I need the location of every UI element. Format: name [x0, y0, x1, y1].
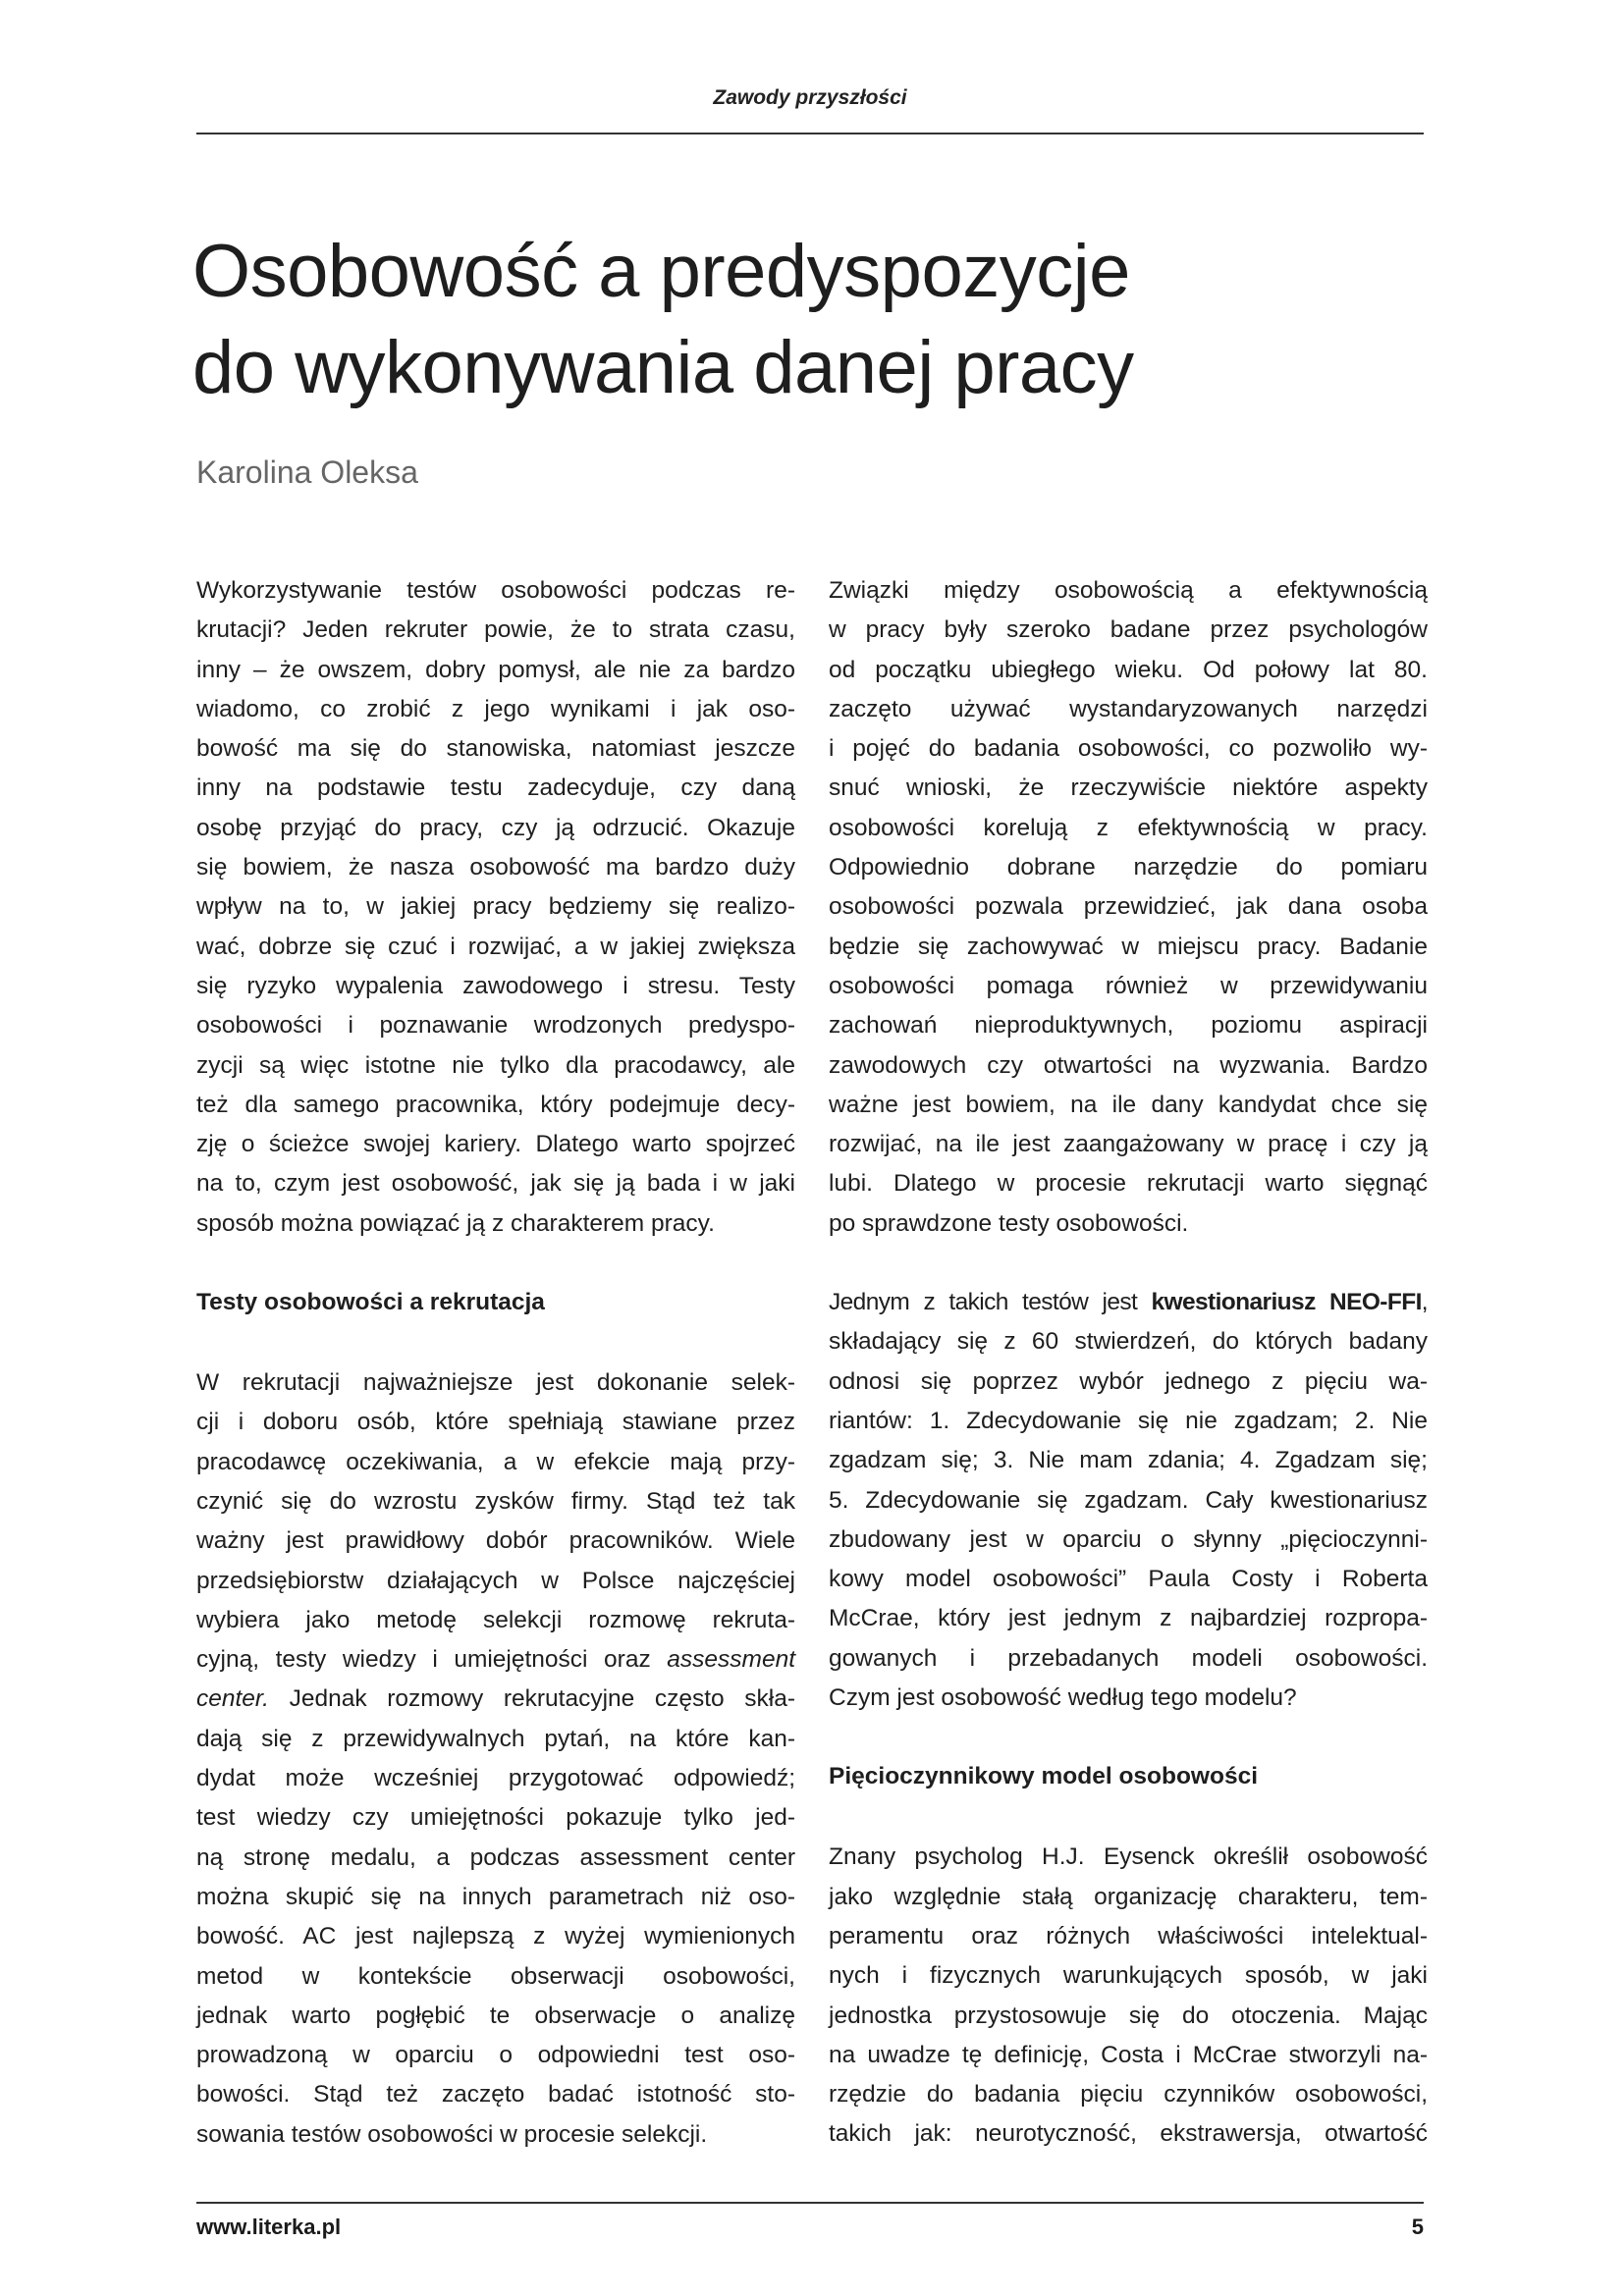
text-line: snuć wnioski, że rzeczywiście niektóre aspekty [829, 774, 1428, 802]
text-run: Jednym z takich testów jest [829, 1289, 1152, 1316]
text-line: zaczęto używać wystandaryzowanych narzędzi [829, 695, 1428, 722]
text-line: osobowości korelują z efektywnością w pracy. [829, 814, 1428, 841]
neo-ffi-term: kwestionariusz NEO-FFI [1151, 1289, 1422, 1316]
text-line: rzędzie do badania pięciu czynników osobowości, [829, 2081, 1428, 2109]
text-line: cji i doboru osób, które spełniają stawiane przez [196, 1409, 795, 1436]
text-line: po sprawdzone testy osobowości. [829, 1209, 1189, 1237]
article-title-line: do wykonywania danej pracy [192, 326, 1134, 409]
text-line [829, 1283, 1428, 1322]
italic-term: assessment [667, 1646, 795, 1674]
recruitment-paragraph [196, 1363, 795, 2155]
text-line: bowość ma się do stanowiska, natomiast jeszcze [196, 735, 795, 763]
header-rule [196, 133, 1424, 134]
text-line: wpływ na to, w jakiej pracy będziemy się realizo- [196, 893, 795, 921]
text-line: sowania testów osobowości w procesie selekcji. [196, 2120, 708, 2148]
article-author: Karolina Oleksa [196, 454, 418, 490]
text-line [196, 1640, 795, 1680]
text-line: gowanych i przebadanych modeli osobowości. [829, 1644, 1428, 1672]
right-column [829, 571, 1428, 2155]
text-line: składający się z 60 stwierdzeń, do których badany [829, 1328, 1428, 1356]
text-line: sposób można powiązać ją z charakterem pracy. [196, 1209, 715, 1237]
text-line: czynić się do wzrostu zysków firmy. Stąd też tak [196, 1487, 795, 1515]
text-line: odnosi się poprzez wybór jednego z pięciu wa- [829, 1367, 1428, 1395]
section-heading: Testy osobowości a rekrutacja [196, 1289, 545, 1316]
text-line: W rekrutacji najważniejsze jest dokonanie selek- [196, 1369, 795, 1397]
text-line: osobowości pomaga również w przewidywaniu [829, 972, 1428, 999]
text-line [196, 1680, 795, 1719]
text-line: McCrae, który jest jednym z najbardziej rozpropa- [829, 1605, 1428, 1632]
text-line: Znany psycholog H.J. Eysenck określił osobowość [829, 1843, 1428, 1871]
text-line: osobowości pozwala przewidzieć, jak dana osoba [829, 893, 1428, 921]
text-line: krutacji? Jeden rekruter powie, że to strata czasu, [196, 616, 795, 644]
text-line: metod w kontekście obserwacji osobowości, [196, 1962, 795, 1990]
text-line: zachowań nieproduktywnych, poziomu aspiracji [829, 1012, 1428, 1040]
text-run: , [1421, 1289, 1428, 1316]
text-line: od początku ubiegłego wieku. Od połowy lat 80. [829, 656, 1428, 683]
text-line: rozwijać, na ile jest zaangażowany w pracę i czy ją [829, 1131, 1428, 1158]
text-line: dają się z przewidywalnych pytań, na które kan- [196, 1725, 795, 1752]
text-line: też dla samego pracownika, który podejmuje decy- [196, 1091, 795, 1118]
text-line: test wiedzy czy umiejętności pokazuje tylko jed- [196, 1804, 795, 1832]
text-line: 5. Zdecydowanie się zgadzam. Cały kwestionariusz [829, 1486, 1428, 1514]
page-number: 5 [1411, 2215, 1424, 2239]
intro-paragraph [196, 571, 795, 1244]
text-line: nych i fizycznych warunkujących sposób, w jaki [829, 1962, 1428, 1990]
text-line: Wykorzystywanie testów osobowości podczas re- [196, 577, 795, 604]
text-run: cyjną, testy wiedzy i umiejętności oraz [196, 1646, 668, 1674]
article-title-line: Osobowość a predyspozycje [192, 230, 1130, 313]
text-line: zgadzam się; 3. Nie mam zdania; 4. Zgadzam się; [829, 1447, 1428, 1474]
text-line: peramentu oraz różnych właściwości intelektual- [829, 1922, 1428, 1949]
text-line: wiadomo, co zrobić z jego wynikami i jak oso- [196, 695, 795, 722]
efficiency-paragraph [829, 571, 1428, 1244]
text-line: jako względnie stałą organizację charakteru, tem- [829, 1883, 1428, 1910]
footer-rule [196, 2202, 1424, 2204]
text-line: na to, czym jest osobowość, jak się ją bada i w jaki [196, 1170, 795, 1198]
text-line: Związki między osobowością a efektywnością [829, 577, 1428, 604]
text-line: zycji są więc istotne nie tylko dla pracodawcy, ale [196, 1051, 795, 1079]
text-line: się ryzyko wypalenia zawodowego i stresu. Testy [196, 972, 795, 999]
text-line: się bowiem, że nasza osobowość ma bardzo duży [196, 854, 795, 881]
text-line: bowość. AC jest najlepszą z wyżej wymienionych [196, 1923, 795, 1950]
text-line: jednak warto pogłębić te obserwacje o analizę [196, 2002, 795, 2029]
footer-url: www.literka.pl [196, 2215, 342, 2239]
text-line: przedsiębiorstw działających w Polsce najczęściej [196, 1567, 795, 1594]
text-line: ważny jest prawidłowy dobór pracowników. Wiele [196, 1527, 795, 1555]
text-line: osobowości i poznawanie wrodzonych predyspo- [196, 1012, 795, 1040]
text-line: Czym jest osobowość według tego modelu? [829, 1684, 1297, 1712]
text-line: będzie się zachowywać w miejscu pracy. Badanie [829, 933, 1428, 960]
text-line: na uwadze tę definicję, Costa i McCrae stworzyli na- [829, 2041, 1428, 2068]
text-line: inny – że owszem, dobry pomysł, ale nie za bardzo [196, 656, 795, 683]
text-line: wybiera jako metodę selekcji rozmowę rekruta- [196, 1606, 795, 1633]
text-line: prowadzoną w oparciu o odpowiedni test oso- [196, 2042, 795, 2069]
five-factor-paragraph [829, 1838, 1428, 2154]
text-line: bowości. Stąd też zaczęto badać istotność sto- [196, 2081, 795, 2109]
text-line: ważne jest bowiem, na ile dany kandydat chce się [829, 1091, 1428, 1118]
text-line: w pracy były szeroko badane przez psychologów [829, 616, 1428, 644]
article-title [192, 224, 1420, 416]
text-line: można skupić się na innych parametrach niż oso- [196, 1883, 795, 1910]
text-line: Odpowiednio dobrane narzędzie do pomiaru [829, 854, 1428, 881]
text-line: ną stronę medalu, a podczas assessment center [196, 1843, 795, 1871]
text-line: i pojęć do badania osobowości, co pozwoliło wy- [829, 735, 1428, 763]
text-line: zję o ścieżce swojej kariery. Dlatego warto spojrzeć [196, 1131, 795, 1158]
italic-term: center. [196, 1685, 269, 1713]
text-line: jednostka przystosowuje się do otoczenia. Mając [829, 2002, 1428, 2029]
text-line: osobę przyjąć do pracy, czy ją odrzucić. Okazuje [196, 814, 795, 841]
text-line: lubi. Dlatego w procesie rekrutacji warto sięgnąć [829, 1170, 1428, 1198]
text-line: inny na podstawie testu zadecyduje, czy daną [196, 774, 795, 802]
text-line: wać, dobrze się czuć i rozwijać, a w jakiej zwiększa [196, 933, 795, 960]
text-line: pracodawcę oczekiwania, a w efekcie mają przy- [196, 1448, 795, 1475]
left-column [196, 571, 795, 2155]
running-header: Zawody przyszłości [713, 86, 907, 109]
text-line: dydat może wcześniej przygotować odpowiedź; [196, 1765, 795, 1792]
neo-ffi-paragraph [829, 1283, 1428, 1718]
text-run: Jednak rozmowy rekrutacyjne często skła- [269, 1685, 795, 1713]
text-line: zawodowych czy otwartości na wyzwania. Bardzo [829, 1051, 1428, 1079]
section-heading: Pięcioczynnikowy model osobowości [829, 1763, 1259, 1790]
text-line: kowy model osobowości” Paula Costy i Roberta [829, 1566, 1428, 1593]
text-line: zbudowany jest w oparciu o słynny „pięcioczynni- [829, 1525, 1428, 1553]
text-line: riantów: 1. Zdecydowanie się nie zgadzam; 2. Nie [829, 1407, 1428, 1434]
text-line: takich jak: neurotyczność, ekstrawersja, otwartość [829, 2120, 1428, 2148]
